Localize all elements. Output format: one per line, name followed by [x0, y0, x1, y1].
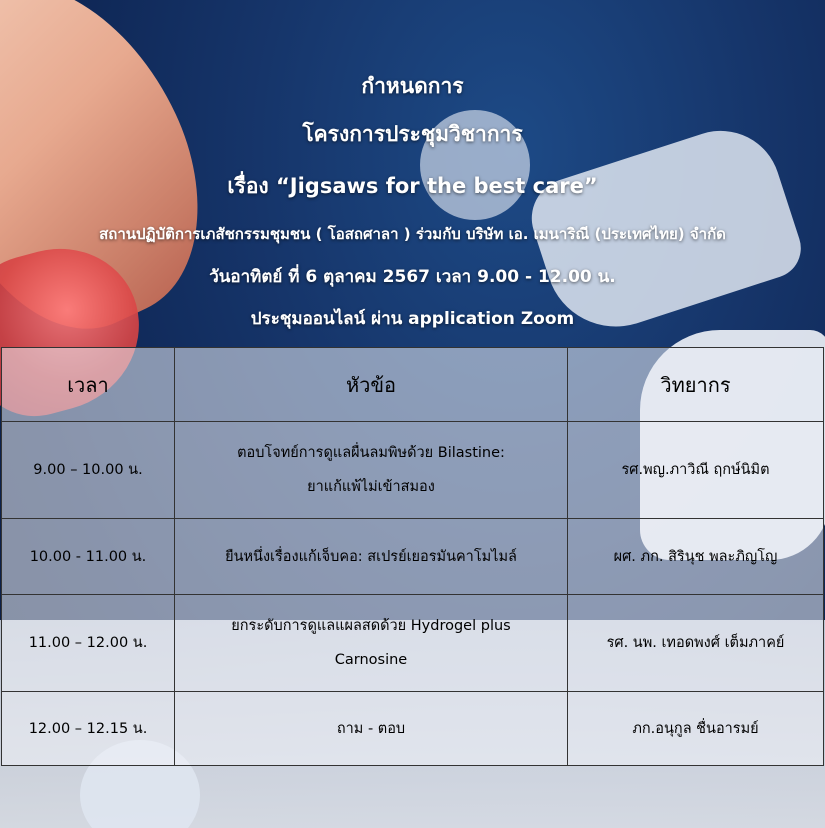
header-speaker: วิทยากร — [568, 348, 824, 422]
row-speaker: ผศ. ภก. สิรินุช พละภิญโญ — [568, 519, 824, 595]
date-line: วันอาทิตย์ ที่ 6 ตุลาคม 2567 เวลา 9.00 - 12.00 น. — [209, 267, 616, 287]
topic-line: ถาม - ตอบ — [336, 720, 406, 737]
table-row — [2, 422, 824, 519]
header-time: เวลา — [2, 348, 175, 422]
schedule-table — [1, 347, 824, 766]
topic-title: เรื่อง “Jigsaws for the best care” — [227, 174, 598, 198]
row-topic — [175, 595, 568, 692]
table-row — [2, 692, 824, 766]
table-row — [2, 595, 824, 692]
topic-line: ยกระดับการดูแลแผลสดด้วย Hydrogel plus — [231, 618, 511, 634]
row-time: 9.00 – 10.00 น. — [2, 422, 175, 519]
topic-line: Carnosine — [334, 652, 408, 668]
project-title: โครงการประชุมวิชาการ — [302, 122, 523, 146]
row-topic — [175, 692, 568, 766]
topic-line: ยืนหนึ่งเรื่องแก้เจ็บคอ: สเปรย์เยอรมันคาโมไมล์ — [225, 548, 517, 565]
online-line: ประชุมออนไลน์ ผ่าน application Zoom — [250, 309, 575, 329]
row-topic — [175, 519, 568, 595]
table-header-row — [2, 348, 824, 422]
topic-line: ยาแก้แพ้ไม่เข้าสมอง — [307, 479, 435, 495]
topic-line: ตอบโจทย์การดูแลผื่นลมพิษด้วย Bilastine: — [237, 445, 505, 461]
row-time: 10.00 - 11.00 น. — [2, 519, 175, 595]
row-topic — [175, 422, 568, 519]
table-row — [2, 519, 824, 595]
organizer-line: สถานปฏิบัติการเภสัชกรรมชุมชน ( โอสถศาลา ) ร่วมกับ บริษัท เอ. เมนาริณี (ประเทศไทย) จำกัด — [99, 225, 726, 243]
row-time: 11.00 – 12.00 น. — [2, 595, 175, 692]
header-topic: หัวข้อ — [175, 348, 568, 422]
schedule-title: กำหนดการ — [361, 74, 464, 98]
row-speaker: ภก.อนุกูล ชื่นอารมย์ — [568, 692, 824, 766]
row-speaker: รศ. นพ. เทอดพงศ์ เต็มภาคย์ — [568, 595, 824, 692]
row-speaker: รศ.พญ.ภาวิณี ฤกษ์นิมิต — [568, 422, 824, 519]
row-time: 12.00 – 12.15 น. — [2, 692, 175, 766]
